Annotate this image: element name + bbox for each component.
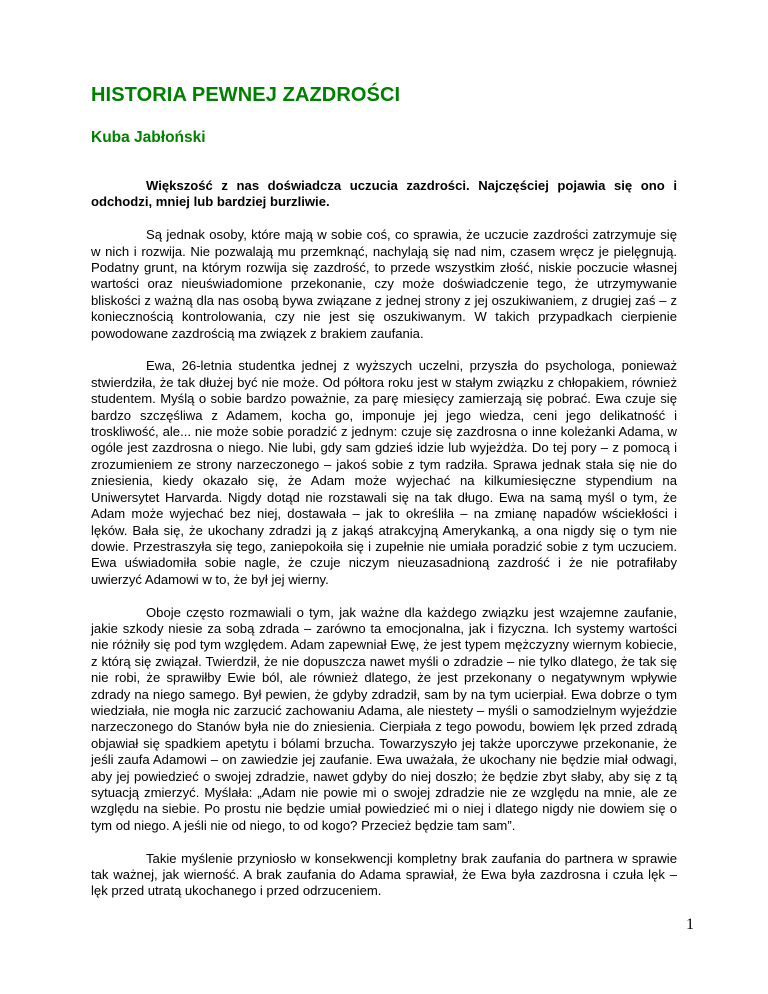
page-number: 1	[686, 916, 694, 933]
body-paragraph: Takie myślenie przyniosło w konsekwencji kompletny brak zaufania do partnera w sprawie tak ważnej, jak wierność. A brak zaufania do Adama sprawiał, że Ewa była zazdrosna i czuła lęk – lęk przed utratą ukochanego i przed odrzuceniem.	[91, 850, 677, 899]
body-paragraph: Oboje często rozmawiali o tym, jak ważne dla każdego związku jest wzajemne zaufanie, jakie szkody niesie za sobą zdrada – zarówno ta emocjonalna, jak i fizyczna. Ich systemy wartości nie różniły się pod tym względem. Adam zapewniał Ewę, że jest typem mężczyzny wiernym kobiecie, z którą się związał. Twierdził, że nie dopuszcza nawet myśli o zdradzie – nie tylko dlatego, że tak się nie robi, że sprawiłby Ewie ból, ale również dlatego, że jest przekonany o negatywnym wpływie zdrady na niego samego. Był pewien, że gdyby zdradził, sam by na tym ucierpiał. Ewa dobrze o tym wiedziała, nie mogła nic zarzucić zachowaniu Adama, ale niestety – myśli o samodzielnym wyjeździe narzeczonego do Stanów była nie do zniesienia. Cierpiała z tego powodu, bowiem lęk przed zdradą objawiał się spadkiem apetytu i bólami brzucha. Towarzyszyło jej także uporczywe przekonanie, że jeśli zaufa Adamowi – on zawiedzie jej zaufanie. Ewa uważała, że ukochany nie będzie miał odwagi, aby jej powiedzieć o swojej zdradzie, nawet gdyby do niej doszło; że będzie zbyt słaby, aby się z tą sytuacją zmierzyć. Myślała: „Adam nie powie mi o swojej zdradzie nie ze względu na mnie, ale ze względu na siebie. Po prostu nie będzie umiał powiedzieć mi o niej i dlatego nigdy nie dowiem się o tym od niego. A jeśli nie od niego, to od kogo? Przecież będzie tam sam”.	[91, 604, 677, 833]
document-title: HISTORIA PEWNEJ ZAZDROŚCI	[91, 84, 401, 106]
author-name: Kuba Jabłoński	[91, 129, 206, 146]
lead-paragraph: Większość z nas doświadcza uczucia zazdrości. Najczęściej pojawia się ono i odchodzi, mniej lub bardziej burzliwie.	[91, 178, 677, 210]
body-paragraph: Ewa, 26-letnia studentka jednej z wyższych uczelni, przyszła do psychologa, ponieważ stwierdziła, że tak dłużej być nie może. Od półtora roku jest w stałym związku z chłopakiem, również studentem. Myślą o sobie bardzo poważnie, za parę miesięcy zamierzają się pobrać. Ewa czuje się bardzo szczęśliwa z Adamem, kocha go, imponuje jej jego wiedza, ceni jego delikatność i troskliwość, ale... nie może sobie poradzić z jednym: czuje się zazdrosna o inne koleżanki Adama, w ogóle jest zazdrosna o niego. Nie lubi, gdy sam gdzieś idzie lub wyjeżdża. Do tej pory – z pomocą i zrozumieniem ze strony narzeczonego – jakoś sobie z tym radziła. Sprawa jednak stała się nie do zniesienia, kiedy okazało się, że Adam może wyjechać na kilkumiesięczne stypendium na Uniwersytet Harvarda. Nigdy dotąd nie rozstawali się na tak długo. Ewa na samą myśl o tym, że Adam może wyjechać bez niej, dostawała – jak to określiła – na zmianę napadów wściekłości i lęków. Bała się, że ukochany zdradzi ją z jakąś atrakcyjną Amerykanką, a ona nigdy się o tym nie dowie. Przestraszyła się tego, zaniepokoiła się i zupełnie nie umiała poradzić sobie z tym uczuciem. Ewa uświadomiła sobie nagle, że czuje niczym nieuzasadnioną zazdrość i że nie potrafiłaby uwierzyć Adamowi w to, że był jej wierny.	[91, 358, 677, 587]
body-paragraph: Są jednak osoby, które mają w sobie coś, co sprawia, że uczucie zazdrości zatrzymuje się w nich i rozwija. Nie pozwalają mu przemknąć, nachylają się nad nim, czasem wręcz je pielęgnują. Podatny grunt, na którym rozwija się zazdrość, to przede wszystkim złość, niskie poczucie własnej wartości oraz nieuświadomione przekonanie, czy może doświadczenie tego, że utrzymywanie bliskości z ważną dla nas osobą bywa związane z jednej strony z jej oszukiwaniem, z drugiej zaś – z koniecznością kontrolowania, czy nie jest się oszukiwanym. W takich przypadkach cierpienie powodowane zazdrością ma związek z brakiem zaufania.	[91, 227, 677, 341]
article-body	[91, 178, 677, 916]
